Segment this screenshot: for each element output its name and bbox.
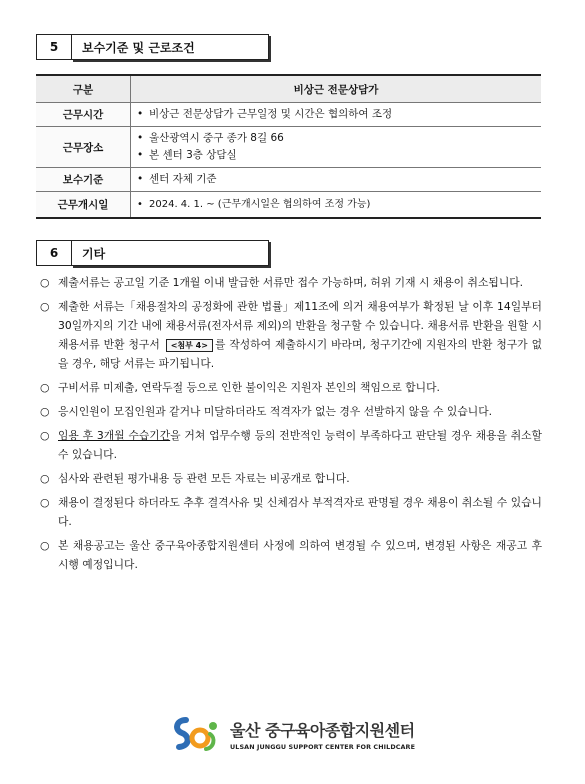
section-number: 5 — [36, 34, 71, 60]
list-item: ○ 제출한 서류는「채용절차의 공정화에 관한 법률」제11조에 의거 채용여부가 확정된 날 이후 14일부터 30일까지의 기간 내에 채용서류(전자서류 제외)의 반환을 청구할 수 있습니다. 채용서류 반환을 원할 시 채용서류 반환 청구서 <첨부 4> 를 작성하여 제출하시기 바라며, 청구기간에 지원자의 반환 청구가 없을 경우, 해당 서류는 파기됩니다. — [40, 297, 542, 373]
circle-bullet: ○ — [40, 539, 50, 552]
row-label: 보수기준 — [36, 168, 131, 192]
table-row — [36, 192, 541, 218]
list-item: ○ 구비서류 미제출, 연락두절 등으로 인한 불이익은 지원자 본인의 책임으로 합니다. — [40, 378, 542, 397]
circle-bullet: ○ — [40, 381, 50, 394]
list-item: ○ 임용 후 3개월 수습기간을 거쳐 업무수행 등의 전반적인 능력이 부족하다고 판단될 경우 채용을 취소할 수 있습니다. — [40, 426, 542, 464]
notes-list — [40, 273, 542, 579]
section-5-header — [36, 34, 269, 60]
row-item: • 비상근 전문상담가 근무일정 및 시간은 협의하여 조정 — [137, 106, 535, 123]
list-item: ○ 제출서류는 공고일 기준 1개월 이내 발급한 서류만 접수 가능하며, 허위 기재 시 채용이 취소됩니다. — [40, 273, 542, 292]
center-logo-icon — [170, 714, 222, 754]
section-title: 보수기준 및 근로조건 — [71, 34, 269, 60]
list-item: ○ 본 채용공고는 울산 중구육아종합지원센터 사정에 의하여 변경될 수 있으며, 변경된 사항은 재공고 후 시행 예정입니다. — [40, 536, 542, 574]
circle-bullet: ○ — [40, 276, 50, 289]
section-number: 6 — [36, 240, 71, 266]
list-item: ○ 심사와 관련된 평가내용 등 관련 모든 자료는 비공개로 합니다. — [40, 469, 542, 488]
row-item: • 2024. 4. 1. ~ (근무개시일은 협의하여 조정 가능) — [137, 196, 535, 213]
list-item: ○ 채용이 결정된다 하더라도 추후 결격사유 및 신체검사 부적격자로 판명될 경우 채용이 취소될 수 있습니다. — [40, 493, 542, 531]
circle-bullet: ○ — [40, 429, 50, 442]
row-item: • 울산광역시 중구 종가 8길 66 — [137, 130, 535, 147]
footer-logo — [170, 712, 450, 756]
circle-bullet: ○ — [40, 300, 50, 313]
table-row — [36, 168, 541, 192]
table-header-category: 구분 — [36, 75, 131, 103]
row-item: • 센터 자체 기준 — [137, 171, 535, 188]
circle-bullet: ○ — [40, 405, 50, 418]
table-row — [36, 127, 541, 168]
center-english-name: ULSAN JUNGGU SUPPORT CENTER FOR CHILDCARE — [230, 742, 416, 751]
underlined-probation: 임용 후 3개월 수습기간 — [58, 429, 171, 442]
section-title: 기타 — [71, 240, 269, 266]
table-row — [36, 103, 541, 127]
list-item: ○ 응시인원이 모집인원과 같거나 미달하더라도 적격자가 없는 경우 선발하지 않을 수 있습니다. — [40, 402, 542, 421]
center-name: 울산 중구육아종합지원센터 — [230, 720, 415, 740]
conditions-table — [36, 74, 541, 219]
row-label: 근무장소 — [36, 127, 131, 168]
section-6-header — [36, 240, 269, 266]
row-label: 근무시간 — [36, 103, 131, 127]
circle-bullet: ○ — [40, 496, 50, 509]
row-item: • 본 센터 3층 상담실 — [137, 147, 535, 164]
table-header-position: 비상근 전문상담가 — [131, 75, 542, 103]
circle-bullet: ○ — [40, 472, 50, 485]
table-header-row — [36, 75, 541, 103]
row-label: 근무개시일 — [36, 192, 131, 218]
attachment-tag: <첨부 4> — [166, 339, 213, 352]
